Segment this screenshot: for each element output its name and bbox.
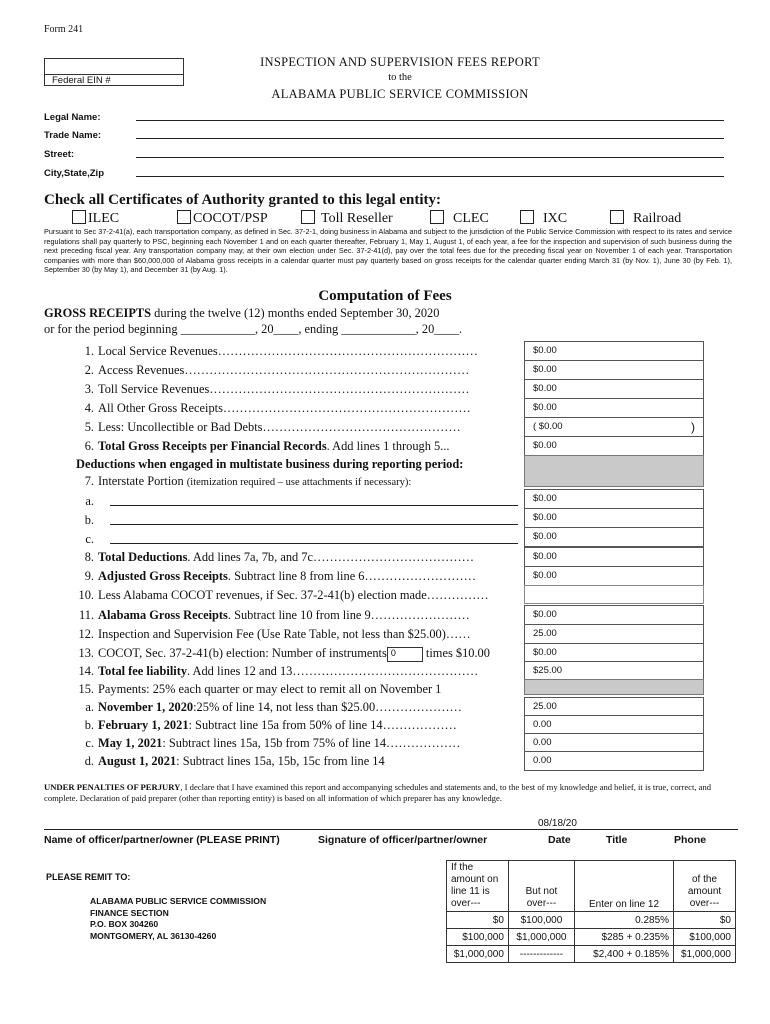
instruments-count-input[interactable]: 0	[387, 647, 423, 662]
checkbox-icon[interactable]	[520, 210, 534, 224]
line-3-value[interactable]: $0.00	[524, 379, 704, 399]
checkbox-icon[interactable]	[72, 210, 86, 224]
street-field[interactable]	[136, 157, 724, 158]
rate-cell: $1,000,000	[508, 929, 574, 946]
certificate-railroad[interactable]: Railroad	[610, 210, 681, 227]
line-14-label: 14. Total fee liability. Add lines 12 and 13………………………………………	[78, 664, 479, 678]
title-label: Title	[606, 834, 628, 846]
line-14-value[interactable]: $25.00	[524, 661, 704, 681]
checkbox-icon[interactable]	[430, 210, 444, 224]
rate-cell: -------------	[508, 946, 574, 963]
gross-receipts-period: GROSS RECEIPTS during the twelve (12) months ended September 30, 2020	[44, 306, 440, 320]
rate-table	[446, 860, 736, 963]
rate-cell: $100,000	[447, 929, 509, 946]
line-13-value[interactable]: $0.00	[524, 643, 704, 663]
street-label: Street:	[44, 149, 75, 160]
line-7a-value[interactable]: $0.00	[524, 489, 704, 509]
line-6-value[interactable]: $0.00	[524, 436, 704, 456]
remit-heading: PLEASE REMIT TO:	[46, 872, 131, 882]
certificate-toll-reseller[interactable]: Toll Reseller	[301, 210, 393, 227]
certificate-ilec[interactable]: ILEC	[72, 210, 119, 227]
certificate-cocot[interactable]: COCOT/PSP	[177, 210, 268, 227]
report-title-to: to the	[388, 72, 412, 83]
line-4-value[interactable]: $0.00	[524, 398, 704, 418]
signature-label: Signature of officer/partner/owner	[318, 834, 488, 846]
line-2-label: 2. Access Revenues……………………………………………………………	[84, 363, 470, 377]
checkbox-icon[interactable]	[610, 210, 624, 224]
line-11-value[interactable]: $0.00	[524, 605, 704, 625]
period-text: or for the period beginning ____________, 20____, ending ____________, 20____.	[44, 322, 463, 336]
shaded-cell-payments	[524, 679, 704, 695]
checkbox-icon[interactable]	[301, 210, 315, 224]
date-label: Date	[548, 834, 571, 846]
legal-name-label: Legal Name:	[44, 112, 101, 123]
rate-header-cell: If the amount on line 11 is over---	[447, 861, 509, 912]
rate-cell: 0.285%	[574, 912, 673, 929]
remit-address: ALABAMA PUBLIC SERVICE COMMISSION FINANCE SECTION P.O. BOX 304260 MONTGOMERY, AL 36130-4260	[90, 896, 267, 941]
line-12-value[interactable]: 25.00	[524, 624, 704, 644]
line-8-label: 8. Total Deductions. Add lines 7a, 7b, and 7c…………………………………	[84, 550, 475, 564]
line-7a-field[interactable]	[110, 505, 518, 506]
table-row	[447, 912, 736, 929]
rate-cell: $285 + 0.235%	[574, 929, 673, 946]
line-9-value[interactable]: $0.00	[524, 566, 704, 586]
rate-header-cell: But not over---	[508, 861, 574, 912]
line-13-label: 13. COCOT, Sec. 37-2-41(b) election: Number of instruments 0 times $10.00	[78, 646, 490, 660]
statute-text: Pursuant to Sec 37-2-41(a), each transportation company, as defined in Sec. 37-2-1, doing business in Alabama and subject to the jurisdiction of the Public Service Commission with respect to its rates and service regulations shall pay quarterly to PSC, beginning each November 1 and on each quarter thereafter, February 1, May 1, August 1, of each year, a fee for the inspection and supervision of such business during the next preceding fiscal year. Any transportation company may, at their own election under Sec. 37-2-41(d), pay over the total fees due for the preceding fiscal year on November 1 of each year. Transportation companies with more than $60,000,000 of Alabama gross receipts in a calendar quarter must pay quarterly based on gross receipts for the calendar quarter ending March 31 (by Nov. 1), June 30 (by Feb. 1), September 30 (by May 1), and December 31 (by Aug. 1).	[44, 227, 732, 275]
checkbox-icon[interactable]	[177, 210, 191, 224]
line-10-label: 10. Less Alabama COCOT revenues, if Sec. 37-2-41(b) election made……………	[78, 588, 489, 602]
rate-table-header	[447, 861, 736, 912]
line-7-label: 7. Interstate Portion (itemization required – use attachments if necessary):	[84, 474, 412, 488]
signature-line[interactable]	[44, 829, 738, 830]
rate-cell: $0	[447, 912, 509, 929]
line-7b-value[interactable]: $0.00	[524, 508, 704, 528]
line-15d-label: d. August 1, 2021: Subtract lines 15a, 15b, 15c from line 14	[84, 754, 385, 768]
value-column	[522, 338, 705, 339]
line-15a-label: a. November 1, 2020:25% of line 14, not less than $25.00…………………	[85, 700, 462, 714]
line-4-label: 4. All Other Gross Receipts……………………………………………………	[84, 401, 471, 415]
line-5-value[interactable]: ( $0.00 )	[524, 417, 704, 437]
form-number: Form 241	[44, 24, 84, 35]
certificate-clec[interactable]: CLEC	[430, 210, 489, 227]
certificates-heading: Check all Certificates of Authority granted to this legal entity:	[44, 192, 442, 208]
federal-ein-label: Federal EIN #	[45, 74, 183, 86]
rate-header-cell: of the amount over---	[674, 861, 736, 912]
rate-cell: $100,000	[508, 912, 574, 929]
trade-name-field[interactable]	[136, 138, 724, 139]
name-label: Name of officer/partner/owner (PLEASE PRINT)	[44, 834, 280, 846]
phone-label: Phone	[674, 834, 707, 846]
line-15d-value[interactable]: 0.00	[524, 751, 704, 771]
line-6-label: 6. Total Gross Receipts per Financial Records. Add lines 1 through 5...	[84, 439, 450, 453]
line-12-label: 12. Inspection and Supervision Fee (Use Rate Table, not less than $25.00)……	[78, 627, 471, 641]
city-state-zip-field[interactable]	[136, 176, 724, 177]
line-1-label: 1. Local Service Revenues………………………………………………………	[84, 344, 478, 358]
line-15a-value[interactable]: 25.00	[524, 697, 704, 717]
rate-cell: $1,000,000	[674, 946, 736, 963]
line-2-value[interactable]: $0.00	[524, 360, 704, 380]
line-7c-label: c.	[85, 532, 94, 546]
line-15b-value[interactable]: 0.00	[524, 715, 704, 735]
deductions-heading: Deductions when engaged in multistate business during reporting period:	[76, 457, 464, 471]
line-11-label: 11. Alabama Gross Receipts. Subtract line 10 from line 9……………………	[78, 608, 470, 622]
line-7b-label: b.	[84, 513, 94, 527]
line-3-label: 3. Toll Service Revenues………………………………………………………	[84, 382, 470, 396]
line-1-value[interactable]: $0.00	[524, 341, 704, 361]
perjury-statement: UNDER PENALTIES OF PERJURY, I declare that I have examined this report and accompanying schedules and statements and, to the best of my knowledge and belief, it is true, correct, and complete. Declaration of paid preparer (other than reporting entity) is based on all information of which preparer has any knowledge.	[44, 782, 712, 803]
line-8-value[interactable]: $0.00	[524, 547, 704, 567]
rate-cell: $0	[674, 912, 736, 929]
line-15b-label: b. February 1, 2021: Subtract line 15a from 50% of line 14………………	[84, 718, 457, 732]
date-value[interactable]: 08/18/20	[538, 818, 577, 829]
city-state-zip-label: City,State,Zip	[44, 168, 104, 179]
line-7c-value[interactable]: $0.00	[524, 527, 704, 547]
line-10-value[interactable]	[524, 585, 704, 604]
computation-heading: Computation of Fees	[318, 288, 452, 304]
line-15c-label: c. May 1, 2021: Subtract lines 15a, 15b from 75% of line 14………………	[85, 736, 461, 750]
table-row	[447, 929, 736, 946]
rate-cell: $100,000	[674, 929, 736, 946]
line-7c-field[interactable]	[110, 543, 518, 544]
shaded-cell-deductions	[524, 455, 704, 487]
report-title-commission: ALABAMA PUBLIC SERVICE COMMISSION	[271, 87, 529, 101]
line-15-label: 15. Payments: 25% each quarter or may elect to remit all on November 1	[78, 682, 442, 696]
legal-name-field[interactable]	[136, 120, 724, 121]
rate-header-cell: Enter on line 12	[574, 861, 673, 912]
rate-cell: $2,400 + 0.185%	[574, 946, 673, 963]
certificate-ixc[interactable]: IXC	[520, 210, 567, 227]
table-row	[447, 946, 736, 963]
line-15c-value[interactable]: 0.00	[524, 733, 704, 753]
line-5-label: 5. Less: Uncollectible or Bad Debts…………………………………………	[84, 420, 461, 434]
line-7b-field[interactable]	[110, 524, 518, 525]
federal-ein-box[interactable]	[44, 58, 184, 86]
line-7a-label: a.	[85, 494, 94, 508]
rate-cell: $1,000,000	[447, 946, 509, 963]
report-title: INSPECTION AND SUPERVISION FEES REPORT	[260, 55, 540, 69]
line-9-label: 9. Adjusted Gross Receipts. Subtract line 8 from line 6………………………	[84, 569, 477, 583]
trade-name-label: Trade Name:	[44, 130, 102, 141]
